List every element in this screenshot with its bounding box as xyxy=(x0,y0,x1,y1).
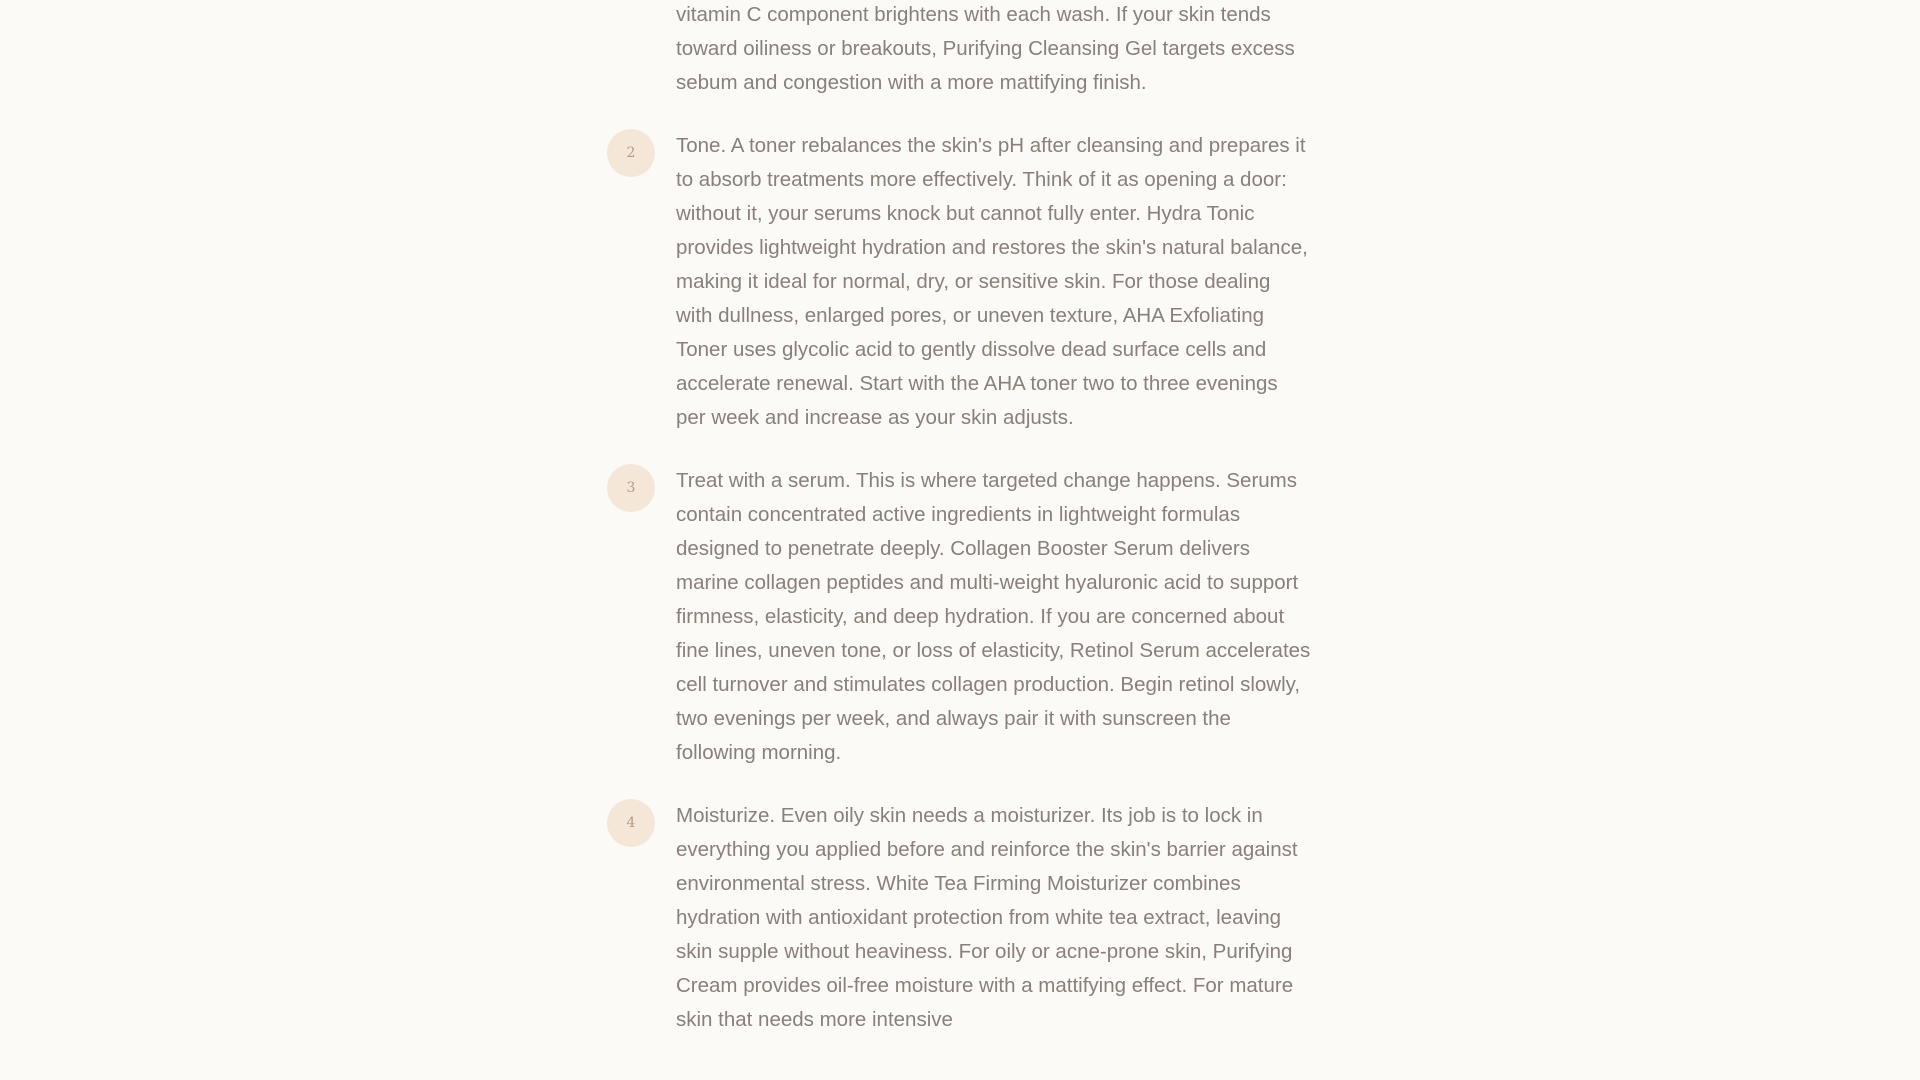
step-number-badge: 3 xyxy=(607,464,655,512)
step-number-badge: 4 xyxy=(607,799,655,847)
step-text: Moisturize. Even oily skin needs a moisturizer. Its job is to lock in everything you applied before and reinforce the skin's barrier against environmental stress. White Tea Firming Moisturizer combines hydration with antioxidant protection from white tea extract, leaving skin supple without heaviness. For oily or acne-prone skin, Purifying Cream provides oil-free moisture with a mattifying effect. For mature skin that needs more intensive xyxy=(676,803,1298,1031)
article-body xyxy=(607,0,1311,1069)
step-text: Treat with a serum. This is where targeted change happens. Serums contain concentrated active ingredients in lightweight formulas designed to penetrate deeply. Collagen Booster Serum delivers marine collagen peptides and multi-weight hyaluronic acid to support firmness, elasticity, and deep hydration. If you are concerned about fine lines, uneven tone, or loss of elasticity, Retinol Serum accelerates cell turnover and stimulates collagen production. Begin retinol slowly, two evenings per week, and always pair it with sunscreen the following morning. xyxy=(676,468,1311,764)
step-number-badge: 2 xyxy=(607,129,655,177)
step-text: Tone. A toner rebalances the skin's pH after cleansing and prepares it to absorb treatments more effectively. Think of it as opening a door: without it, your serums knock but cannot fully enter. Hydra Tonic provides lightweight hydration and restores the skin's natural balance, making it ideal for normal, dry, or sensitive skin. For those dealing with dullness, enlarged pores, or uneven texture, AHA Exfoliating Toner uses glycolic acid to gently dissolve dead surface cells and accelerate renewal. Start with the AHA toner two to three evenings per week and increase as your skin adjusts. xyxy=(676,133,1308,429)
step-item-4 xyxy=(607,799,1311,1037)
intro-paragraph: vitamin C component brightens with each wash. If your skin tends toward oiliness or breakouts, Purifying Cleansing Gel targets excess sebum and congestion with a more mattifying finish. xyxy=(676,2,1295,94)
step-item-3 xyxy=(607,464,1311,770)
step-item-2 xyxy=(607,129,1311,435)
